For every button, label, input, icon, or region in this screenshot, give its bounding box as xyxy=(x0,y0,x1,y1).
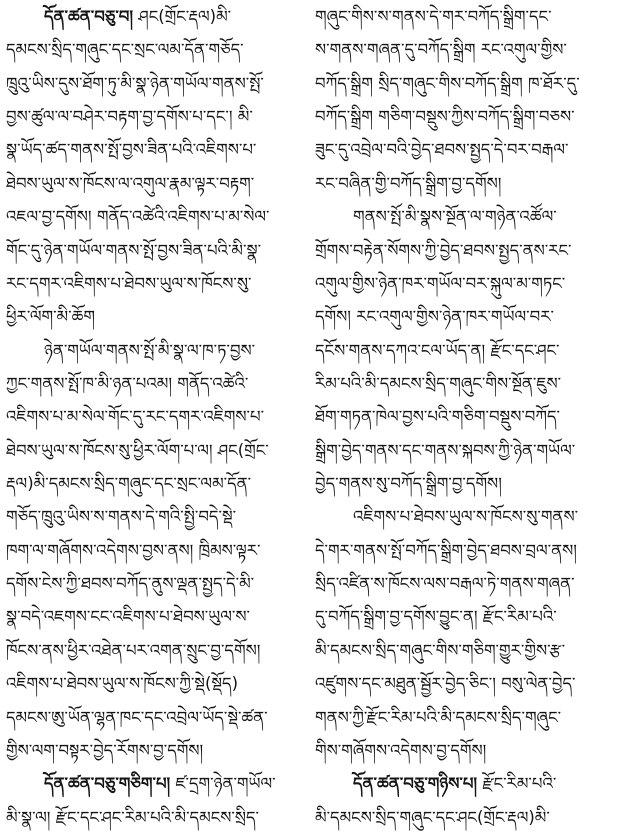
article-heading: དོན་ཚན་བཅུ་གཅིག་པ། xyxy=(44,774,171,794)
text-column-right xyxy=(315,0,612,834)
text-line: གིས་གཞོགས་འདེགས་བྱ་དགོས། xyxy=(315,740,487,760)
text-line: གོང་དུ་ཉེན་གཡོལ་གནས་སྤོ་བྱས་ཟིན་པའི་མི་སྣ་ xyxy=(6,240,262,260)
text-line: འཇིགས་པ་ཐེབས་ཡུལ་ས་ཁོངས་སུ་གནས་ xyxy=(353,507,579,527)
text-line: སྲིད་འཛིན་ས་ཁོངས་ལས་བརྒལ་ཏེ་གནས་གཞན་ xyxy=(315,574,575,594)
text-line: བྱེད་གནས་སུ་བཀོད་སྒྲིག་བྱ་དགོས། xyxy=(315,474,502,494)
text-line: གྲོགས་བརྟེན་སོགས་ཀྱི་བྱེད་ཐབས་སྤྱད་ནས་རང་ xyxy=(315,240,572,260)
text-line: གནས་ཀྱི་རྫོང་རིམ་པའི་མི་དམངས་སྲིད་གཞུང་ xyxy=(315,707,562,727)
text-line: ཀྱང་གནས་སྤོ་ཁ་མི་ཉན་པའམ། གནོད་འཚེའི་ xyxy=(6,373,249,393)
text-line: གནས་སྤོ་མི་སྣས་སྔོན་ལ་གཉེན་འཚོལ་ xyxy=(353,207,557,227)
text-line: ཁྲུའུ་ཡིས་དུས་ཐོག་ཏུ་མི་སྣ་ཉེན་གཡོལ་གནས་སྤོ་ xyxy=(6,73,264,93)
text-line: སྣ་ཡོད་ཚད་གནས་སྤོ་བྱས་ཟིན་པའི་འཇིགས་པ་ xyxy=(6,140,257,160)
text-line: དོན་ཚན་བཅུ་བ། ཤང(གྲོང་རྡལ)མི་ xyxy=(44,7,232,26)
text-line: ཐེབས་ཡུལ་ས་ཁོངས་སུ་ཕྱིར་ལོག་པ་ལ། ཤང(གྲོང་ xyxy=(6,440,269,460)
text-line: སྣ་བདེ་འཇགས་ངང་འཇིགས་པ་ཐེབས་ཡུལ་ས་ xyxy=(6,607,250,627)
text-column-left xyxy=(6,0,303,834)
text-line: དོན་ཚན་བཅུ་གཅིག་པ། ཛ་དྲག་ཉེན་གཡོལ་ xyxy=(44,774,276,794)
text-line: འཇལ་བྱ་དགོས། གནོད་འཚེའི་འཇིགས་པ་མ་སེལ་ xyxy=(6,207,270,227)
text-line: དུ་བཀོད་སྒྲིག་བྱ་དགོས་བྱུང་ན། རྫོང་རིམ་པའི་ xyxy=(315,607,557,627)
text-line: དམངས་ཨུ་ཡོན་ལྷན་ཁང་དང་འབྲེལ་ཡོད་སྡེ་ཚན་ xyxy=(6,707,268,727)
text-line: དགོས། རང་འགུལ་གྱིས་ཉེན་ཁར་གཡོལ་བར་ xyxy=(315,307,554,327)
text-line: དམངས་སྲིད་གཞུང་དང་སྲང་ལམ་དོན་གཅོད་ xyxy=(6,40,244,60)
text-line: ཉེན་གཡོལ་གནས་སྤོ་མི་སྣ་ལ་ཁ་ཏ་བྱས་ xyxy=(44,340,256,360)
text-line: སྒྲིག་བྱེད་གནས་དང་གནས་སྐབས་ཀྱི་ཉེན་གཡོལ་ xyxy=(315,440,576,460)
text-line: འགུལ་གྱིས་ཉེན་ཁར་གཡོལ་བར་སྐུལ་མ་གཏང་ xyxy=(315,273,566,293)
text-line: འཇིགས་པ་ཐེབས་ཡུལ་ས་ཁོངས་ཀྱི་སྡེ(སྡོད) xyxy=(6,674,239,694)
text-line: བཀོད་སྒྲིག གཅིག་བསྡུས་ཀྱིས་བཀོད་སྒྲིག་བཅས་ xyxy=(315,107,575,127)
text-line: གྱིས་ལག་བསྟར་བྱེད་རོགས་བྱ་དགོས། xyxy=(6,740,204,760)
text-line: མི་དམངས་སྲིད་གཞུང་དང་ཤང(གྲོང་རྡལ)མི་ xyxy=(315,807,550,827)
text-line: རིམ་པའི་མི་དམངས་སྲིད་གཞུང་གིས་སྔོན་ཇུས་ xyxy=(315,373,562,393)
text-line: ཁག་ལ་གཞོགས་འདེགས་བྱས་ནས། ཁྲིམས་ལྟར་ xyxy=(6,540,261,560)
text-line: རང་དགར་འཇིགས་པ་ཐེབས་ཡུལ་ས་ཁོངས་སུ་ xyxy=(6,273,252,293)
text-line: གཅོད་ཁྲུའུ་ཡིས་ས་གནས་དེ་གའི་སྤྱི་བདེ་སྡེ་ xyxy=(6,507,237,527)
text-line: རང་བཞིན་གྱི་བཀོད་སྒྲིག་བྱ་དགོས། xyxy=(315,173,502,193)
text-line: བཀོད་སྒྲིག སྲིད་གཞུང་གིས་བཀོད་སྒྲིག ཁ་ཐོར་དུ་ xyxy=(315,73,580,93)
text-line: ཟུང་དུ་འབྲེལ་བའི་བྱེད་ཐབས་སྤྱད་དེ་བར་བརྒལ་ xyxy=(315,140,569,160)
text-line: ཐོག་གཏན་ཁེལ་བྱས་པའི་གཅིག་བསྡུས་བཀོད་ xyxy=(315,407,561,427)
article-heading: དོན་ཚན་བཅུ་བ། xyxy=(44,7,134,26)
text-line: རྡལ)མི་དམངས་སྲིད་གཞུང་དང་སྲང་ལམ་དོན་ xyxy=(6,474,252,494)
text-line: མི་དམངས་སྲིད་གཞུང་གིས་གཅིག་གྱུར་གྱིས་རྩ་ xyxy=(315,640,566,660)
text-line: བྱས་ཚུལ་ལ་བཤེར་བརྟག་བྱ་དགོས་པ་དང་། མི་ xyxy=(6,107,253,127)
text-line: ཁོངས་ནས་ཕྱིར་འཐེན་པར་འགན་སྲུང་བྱ་དགོས། xyxy=(6,640,261,660)
text-line: འཛུགས་དང་མཐུན་སྦྱོར་བྱེད་ཅིང་། བསུ་ལེན་བྱེད་ xyxy=(315,674,576,694)
text-line: ས་གནས་གཞན་དུ་བཀོད་སྒྲིག རང་འགུལ་གྱིས་ xyxy=(315,40,567,60)
text-line: གཞུང་གིས་ས་གནས་དེ་གར་བཀོད་སྒྲིག་དང་ xyxy=(315,7,552,26)
text-line: དགོས་ངེས་ཀྱི་ཐབས་བཀོད་ནུས་ལྡན་སྤྱད་དེ་མི་ xyxy=(6,574,255,594)
text-line: དེ་གར་གནས་སྤོ་བཀོད་སྒྲིག་བྱེད་ཐབས་བྲལ་ནས། xyxy=(315,540,577,560)
text-line: མི་སྣ་ལ། རྫོང་དང་ཤང་རིམ་པའི་མི་དམངས་སྲིད་ xyxy=(6,807,259,827)
text-line: དོན་ཚན་བཅུ་གཉིས་པ། རྫོང་རིམ་པའི་ xyxy=(353,774,557,794)
text-line: ཕྱིར་ལོག་མི་ཆོག xyxy=(6,307,95,327)
text-line: ཐེབས་ཡུལ་ས་ཁོངས་ལ་འགུལ་རྣམ་ལྟར་བརྟག་ xyxy=(6,173,255,193)
article-heading: དོན་ཚན་བཅུ་གཉིས་པ། xyxy=(353,774,478,794)
text-line: དངོས་གནས་དཀའ་ངལ་ཡོད་ན། རྫོང་དང་ཤང་ xyxy=(315,340,560,360)
text-line: འཇིགས་པ་མ་སེལ་གོང་དུ་རང་དགར་འཇིགས་པ་ xyxy=(6,407,265,427)
